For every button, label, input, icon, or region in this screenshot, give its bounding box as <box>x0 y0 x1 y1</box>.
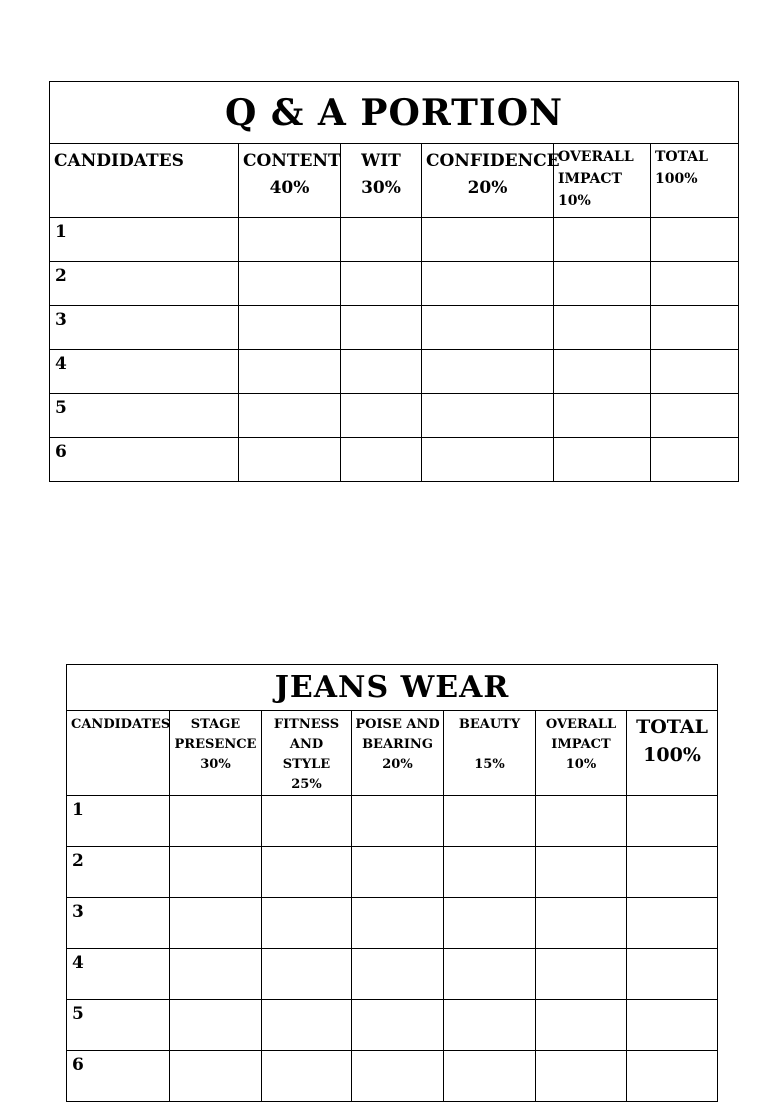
score-cell[interactable] <box>422 306 554 350</box>
score-cell[interactable] <box>554 438 651 482</box>
jeans-header-candidates: CANDIDATES <box>67 711 170 796</box>
candidate-number: 6 <box>67 1051 170 1102</box>
jeans-header-total: TOTAL 100% <box>627 711 718 796</box>
score-cell[interactable] <box>422 438 554 482</box>
table-row <box>50 350 739 394</box>
candidate-number: 1 <box>50 218 239 262</box>
score-cell[interactable] <box>627 796 718 847</box>
score-cell[interactable] <box>651 350 739 394</box>
score-cell[interactable] <box>341 350 422 394</box>
table-row <box>67 898 718 949</box>
score-cell[interactable] <box>554 262 651 306</box>
table-row <box>67 1051 718 1102</box>
score-cell[interactable] <box>352 898 444 949</box>
score-cell[interactable] <box>170 796 262 847</box>
score-cell[interactable] <box>341 262 422 306</box>
qa-header-wit: WIT 30% <box>341 144 422 218</box>
table-row <box>50 394 739 438</box>
score-cell[interactable] <box>170 1051 262 1102</box>
score-cell[interactable] <box>352 949 444 1000</box>
jeans-header-stage-presence: STAGE PRESENCE 30% <box>170 711 262 796</box>
score-cell[interactable] <box>651 394 739 438</box>
table-row <box>50 306 739 350</box>
score-cell[interactable] <box>239 394 341 438</box>
table-row <box>50 262 739 306</box>
jeans-table-title: JEANS WEAR <box>67 665 718 711</box>
candidate-number: 5 <box>50 394 239 438</box>
candidate-number: 1 <box>67 796 170 847</box>
jeans-header-row <box>67 711 718 796</box>
score-cell[interactable] <box>627 847 718 898</box>
score-cell[interactable] <box>536 1000 627 1051</box>
score-cell[interactable] <box>262 898 352 949</box>
score-cell[interactable] <box>627 1000 718 1051</box>
score-cell[interactable] <box>239 438 341 482</box>
score-cell[interactable] <box>554 394 651 438</box>
qa-header-row <box>50 144 739 218</box>
qa-header-candidates: CANDIDATES <box>50 144 239 218</box>
score-cell[interactable] <box>262 1051 352 1102</box>
score-cell[interactable] <box>262 847 352 898</box>
candidate-number: 2 <box>50 262 239 306</box>
score-cell[interactable] <box>444 796 536 847</box>
qa-header-overall-impact: OVERALL IMPACT 10% <box>554 144 651 218</box>
score-cell[interactable] <box>536 1051 627 1102</box>
score-cell[interactable] <box>536 847 627 898</box>
qa-header-content: CONTENT 40% <box>239 144 341 218</box>
score-cell[interactable] <box>352 1000 444 1051</box>
candidate-number: 4 <box>67 949 170 1000</box>
score-cell[interactable] <box>554 306 651 350</box>
candidate-number: 3 <box>50 306 239 350</box>
jeans-header-overall-impact: OVERALL IMPACT 10% <box>536 711 627 796</box>
score-cell[interactable] <box>422 394 554 438</box>
score-cell[interactable] <box>170 847 262 898</box>
candidate-number: 6 <box>50 438 239 482</box>
table-row <box>67 796 718 847</box>
score-cell[interactable] <box>422 350 554 394</box>
jeans-wear-table <box>66 664 718 1102</box>
score-cell[interactable] <box>651 262 739 306</box>
score-cell[interactable] <box>444 1000 536 1051</box>
table-row <box>50 218 739 262</box>
candidate-number: 3 <box>67 898 170 949</box>
score-cell[interactable] <box>262 1000 352 1051</box>
score-cell[interactable] <box>444 847 536 898</box>
score-cell[interactable] <box>627 949 718 1000</box>
candidate-number: 5 <box>67 1000 170 1051</box>
score-cell[interactable] <box>341 306 422 350</box>
score-cell[interactable] <box>627 1051 718 1102</box>
jeans-header-poise-bearing: POISE AND BEARING 20% <box>352 711 444 796</box>
table-row <box>67 847 718 898</box>
score-cell[interactable] <box>262 796 352 847</box>
score-cell[interactable] <box>170 1000 262 1051</box>
score-cell[interactable] <box>444 1051 536 1102</box>
qa-header-total: TOTAL 100% <box>651 144 739 218</box>
score-cell[interactable] <box>239 218 341 262</box>
score-cell[interactable] <box>422 262 554 306</box>
table-row <box>67 1000 718 1051</box>
score-cell[interactable] <box>651 438 739 482</box>
score-cell[interactable] <box>651 306 739 350</box>
jeans-header-fitness-style: FITNESS AND STYLE 25% <box>262 711 352 796</box>
score-cell[interactable] <box>536 898 627 949</box>
score-cell[interactable] <box>536 949 627 1000</box>
score-cell[interactable] <box>627 898 718 949</box>
score-cell[interactable] <box>352 847 444 898</box>
score-cell[interactable] <box>422 218 554 262</box>
score-cell[interactable] <box>444 949 536 1000</box>
score-cell[interactable] <box>554 350 651 394</box>
qa-header-confidence: CONFIDENCE 20% <box>422 144 554 218</box>
score-cell[interactable] <box>341 438 422 482</box>
qa-portion-table <box>49 81 739 482</box>
table-row <box>50 438 739 482</box>
score-cell[interactable] <box>170 949 262 1000</box>
score-cell[interactable] <box>352 1051 444 1102</box>
score-cell[interactable] <box>444 898 536 949</box>
candidate-number: 4 <box>50 350 239 394</box>
score-cell[interactable] <box>341 394 422 438</box>
score-cell[interactable] <box>651 218 739 262</box>
table-row <box>67 949 718 1000</box>
score-cell[interactable] <box>262 949 352 1000</box>
score-cell[interactable] <box>239 350 341 394</box>
score-cell[interactable] <box>170 898 262 949</box>
candidate-number: 2 <box>67 847 170 898</box>
score-cell[interactable] <box>239 306 341 350</box>
score-cell[interactable] <box>536 796 627 847</box>
qa-table-title: Q & A PORTION <box>50 82 739 144</box>
jeans-header-beauty: BEAUTY 15% <box>444 711 536 796</box>
score-cell[interactable] <box>341 218 422 262</box>
score-cell[interactable] <box>352 796 444 847</box>
score-cell[interactable] <box>554 218 651 262</box>
score-cell[interactable] <box>239 262 341 306</box>
